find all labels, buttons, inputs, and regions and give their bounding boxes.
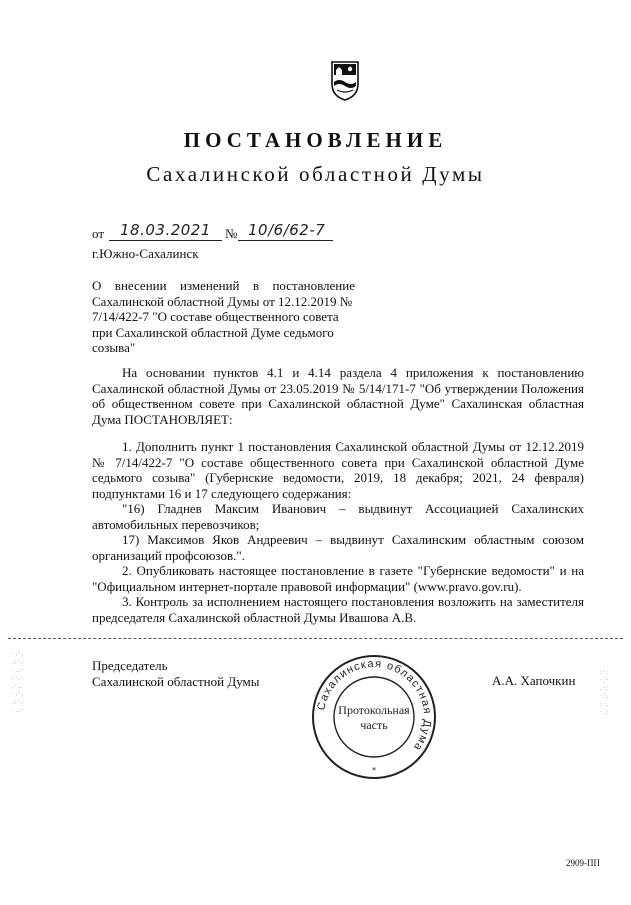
city-name: г.Южно-Сахалинск — [92, 246, 199, 261]
subject-first-line: О внесении изменений в постановление — [92, 278, 355, 293]
document-subject — [92, 278, 355, 356]
protocol-stamp — [309, 652, 439, 782]
position-line-2: Сахалинской областной Думы — [92, 673, 260, 689]
number-underline — [238, 240, 333, 241]
coat-of-arms-icon — [329, 58, 361, 102]
preamble-paragraph: На основании пунктов 4.1 и 4.14 раздела 4 приложения к постановлению Сахалинской областной Думы от 23.05.2019 № 5/14/171-7 "Об утверждении Положения об общественном совете при Сахалинской областной Думе" Сахалинская областная Дума ПОСТАНОВЛЯЕТ: — [92, 365, 584, 427]
item-2-paragraph: 2. Опубликовать настоящее постановление в газете "Губернские ведомости" и на "Официальном интернет-портале правовой информации" (www.pravo.gov.ru). — [92, 563, 584, 594]
from-label: от — [92, 226, 105, 241]
fold-line-divider — [8, 638, 623, 639]
document-body — [92, 365, 584, 625]
stamp-center-line-1: Протокольная — [338, 703, 410, 717]
item-1-paragraph: 1. Дополнить пункт 1 постановления Сахалинской областной Думы от 12.12.2019 № 7/14/422-7 "О составе общественного совета при Сахалинской областной Думе седьмого созыва" (Губернские ведомости, 2019, 18 декабря; 2021, 24 февраля) подпунктами 16 и 17 следующего содержания: — [92, 439, 584, 501]
document-title: ПОСТАНОВЛЕНИЕ — [183, 128, 448, 152]
item-3-paragraph: 3. Контроль за исполнением настоящего постановления возложить на заместителя председателя Сахалинской областной Думы Ивашова А.В. — [92, 594, 584, 625]
number-label: № — [225, 226, 238, 241]
scan-noise-right: :·. ·:· .·: ·:. :·. ·.: — [600, 668, 610, 716]
subitem-17-paragraph: 17) Максимов Яков Андреевич – выдвинут Сахалинским областным союзом организаций профсоюзов.". — [92, 532, 584, 563]
document-subtitle: Сахалинской областной Думы — [146, 162, 485, 186]
stamp-center-line-2: часть — [360, 718, 388, 732]
scan-noise-left: ·:·. .:·: ·.:· :·.· .·:. ·:·. .:·: ·.:· — [12, 650, 25, 714]
subitem-16-paragraph: "16) Гладнев Максим Иванович – выдвинут Ассоциацией Сахалинских автомобильных перевозчиков; — [92, 501, 584, 532]
date-underline — [109, 240, 222, 241]
signatory-name: А.А. Хапочкин — [492, 673, 576, 688]
position-line-1: Председатель — [92, 658, 168, 673]
stamp-star-icon: * — [372, 766, 376, 775]
stamp-ring-text: Сахалинская областная Дума — [315, 657, 434, 754]
document-code: 2909-ПП — [566, 858, 600, 868]
handwritten-number: 10/6/62-7 — [248, 221, 326, 239]
date-number-line — [92, 221, 352, 242]
handwritten-date: 18.03.2021 — [120, 221, 211, 239]
signatory-position — [92, 658, 260, 689]
subject-rest: Сахалинской областной Думы от 12.12.2019 № 7/14/422-7 "О составе общественного совета при Сахалинской областной Думе седьмого созыва" — [92, 293, 353, 356]
